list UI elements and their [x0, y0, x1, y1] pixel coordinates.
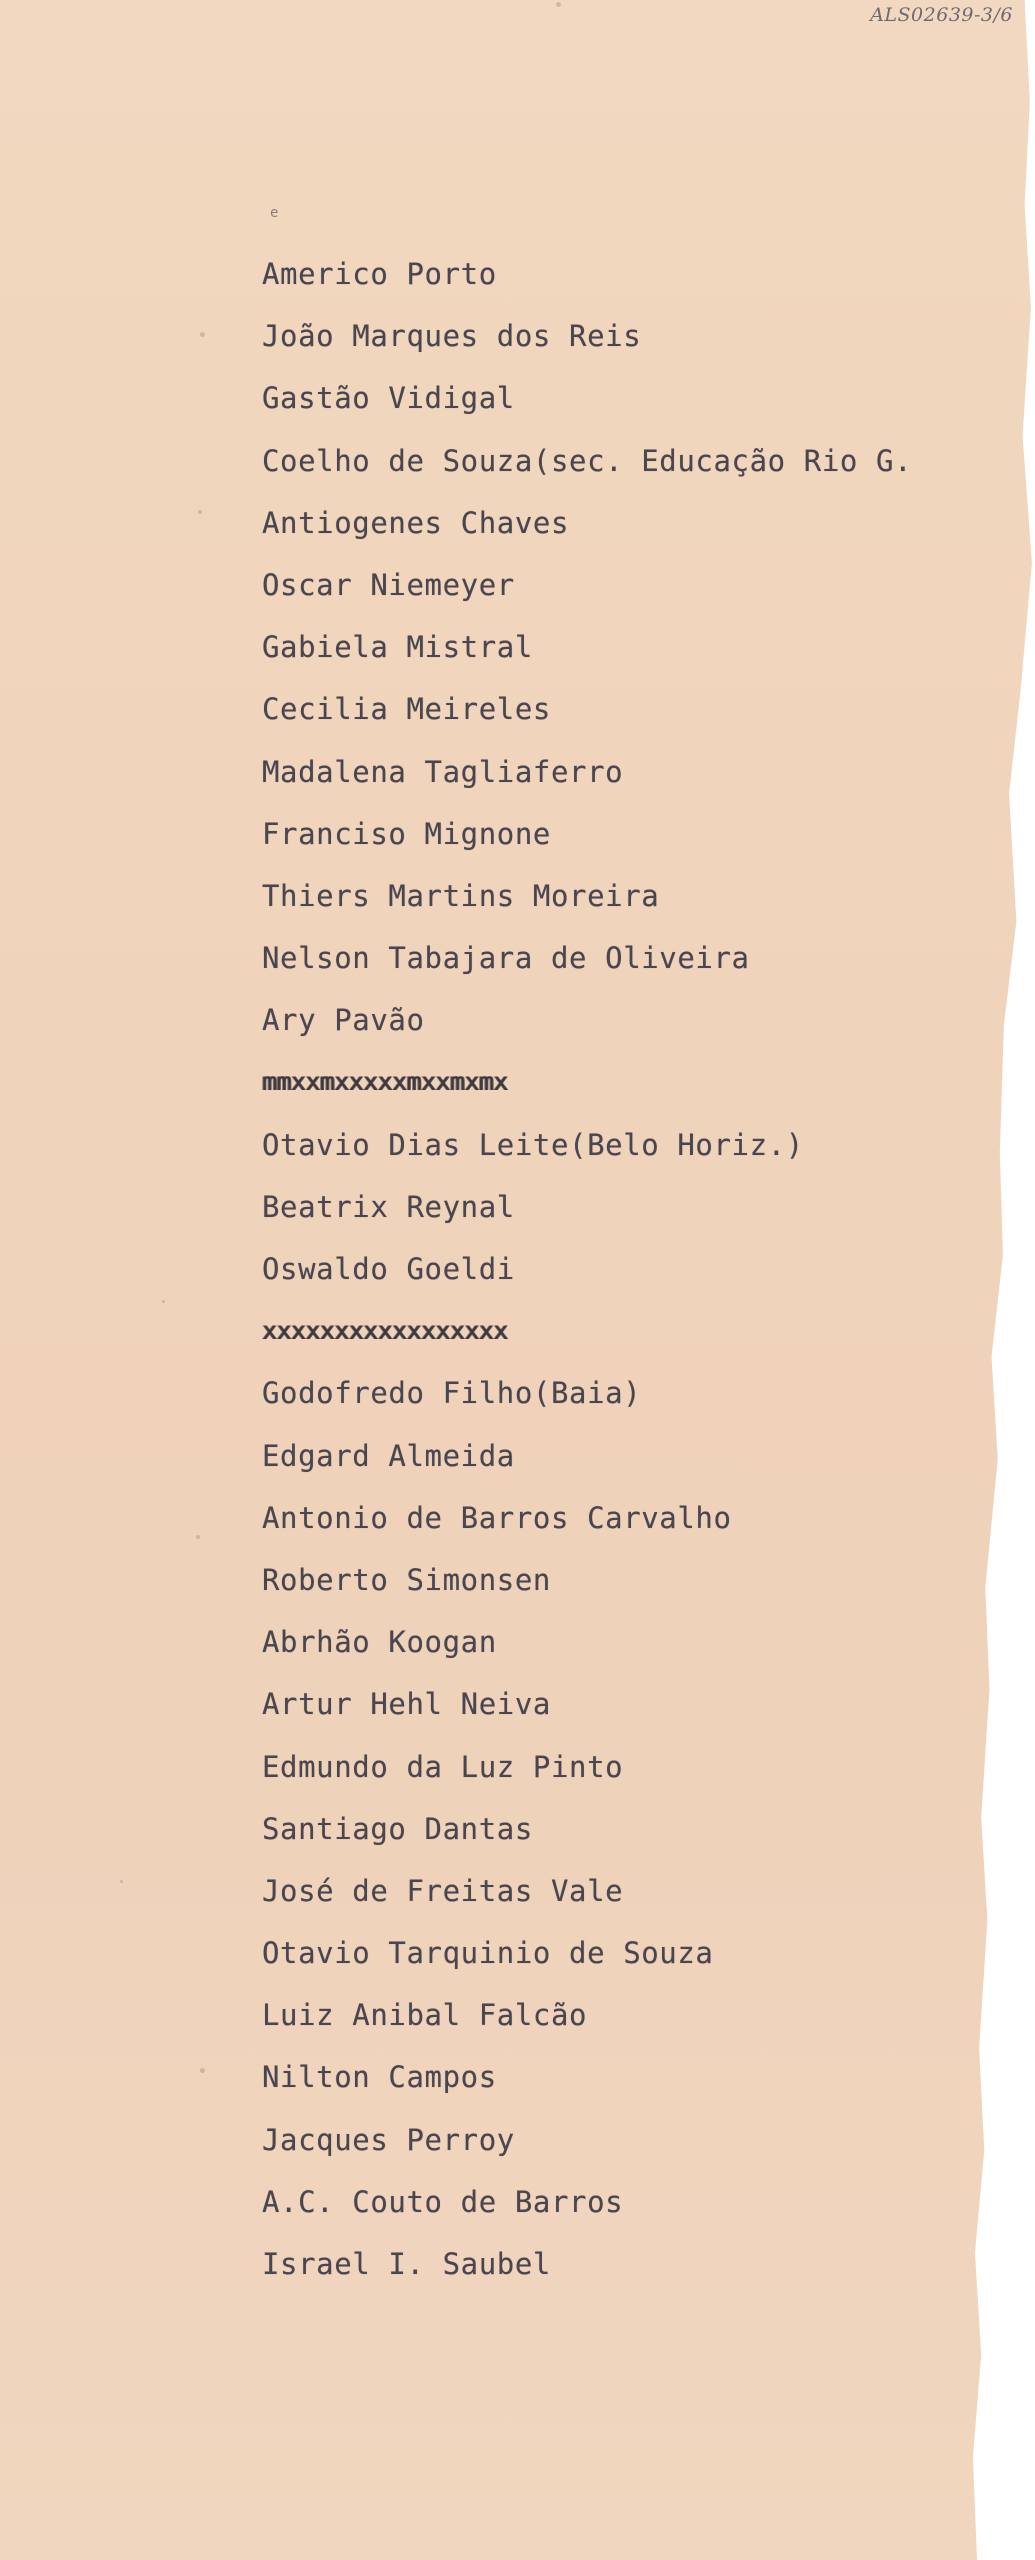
name-entry: Antonio de Barros Carvalho — [262, 1500, 732, 1535]
name-entry: Antiogenes Chaves — [262, 505, 570, 540]
name-entry: Otavio Tarquinio de Souza — [262, 1936, 714, 1971]
paper-speck — [200, 332, 205, 337]
name-entry: Madalena Tagliaferro — [262, 754, 624, 789]
name-entry: Franciso Mignone — [262, 816, 551, 851]
name-entry: Americo Porto — [262, 257, 497, 291]
paper-speck — [556, 2, 561, 7]
catalog-number: ALS02639-3/6 — [870, 4, 1013, 26]
name-entry: Oswaldo Goeldi — [262, 1252, 515, 1286]
name-entry: Edmundo da Luz Pinto — [262, 1749, 624, 1784]
name-entry: Thiers Martins Moreira — [262, 878, 660, 913]
name-list — [262, 243, 912, 2295]
name-entry: Nelson Tabajara de Oliveira — [262, 941, 750, 976]
paper-speck — [120, 1880, 123, 1883]
name-entry: Luiz Anibal Falcão — [262, 1998, 588, 2033]
name-entry: Edgard Almeida — [262, 1438, 515, 1473]
name-entry: Santiago Dantas — [262, 1811, 533, 1846]
name-entry: Otavio Dias Leite(Belo Horiz.) — [262, 1127, 804, 1162]
name-entry: Jacques Perroy — [262, 2122, 515, 2157]
struck-out-line: mmxxmxxxxxmxxmxmx — [262, 1067, 508, 1097]
name-entry: Gastão Vidigal — [262, 381, 515, 416]
name-entry: João Marques dos Reis — [262, 319, 642, 354]
name-entry: Gabiela Mistral — [262, 630, 533, 665]
paper-speck — [196, 1535, 200, 1539]
struck-out-line: xxxxxxxxxxxxxxxxx — [262, 1316, 508, 1346]
paper-speck — [162, 1300, 165, 1303]
name-entry: Roberto Simonsen — [262, 1562, 551, 1597]
name-entry: Israel I. Saubel — [262, 2247, 551, 2281]
name-entry: Ary Pavão — [262, 1003, 425, 1038]
name-entry: Oscar Niemeyer — [262, 567, 515, 602]
typed-mark: e — [270, 205, 279, 221]
name-entry: Godofredo Filho(Baia) — [262, 1376, 642, 1411]
name-entry: Cecilia Meireles — [262, 692, 551, 727]
paper-speck — [200, 2068, 205, 2073]
name-entry: Beatrix Reynal — [262, 1189, 515, 1224]
name-entry: Nilton Campos — [262, 2060, 497, 2095]
name-entry: Coelho de Souza(sec. Educação Rio G. — [262, 443, 913, 478]
paper-speck — [198, 510, 202, 514]
name-entry: Artur Hehl Neiva — [262, 1687, 551, 1722]
name-entry: A.C. Couto de Barros — [262, 2184, 624, 2219]
name-entry: Abrhão Koogan — [262, 1625, 497, 1660]
name-entry: José de Freitas Vale — [262, 1873, 624, 1908]
